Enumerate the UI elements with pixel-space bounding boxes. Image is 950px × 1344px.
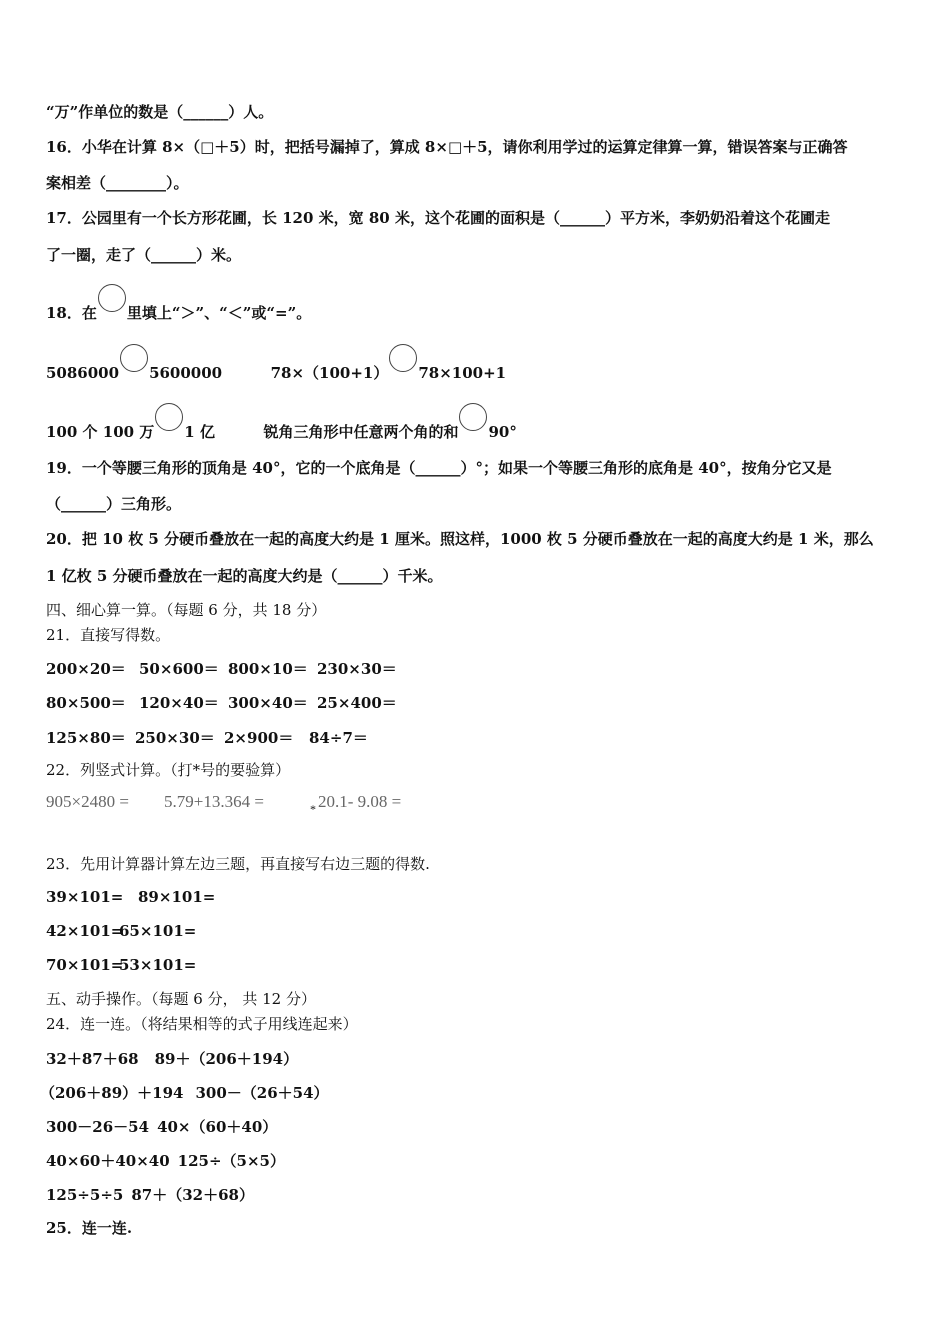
expression: 25×400＝ [317,694,397,712]
q17-line1: 17．公园里有一个长方形花圃，长 120 米，宽 80 米，这个花圃的面积是（______）平方米，李奶奶沿着这个花圃走 [46,209,830,227]
q18-instruction [46,284,311,323]
q24-row [46,1048,298,1069]
q25-title: 25．连一连. [46,1219,133,1237]
expression: 125×80＝ [46,729,126,747]
match-left-expression[interactable]: 125÷5÷5 [46,1186,124,1204]
expression: 2×900＝ [224,729,294,747]
q18-row2-a-left: 100 个 100 万 [46,423,155,441]
expression: 65×101= [119,922,197,940]
compare-circle-icon [98,284,126,312]
match-left-expression[interactable]: 300－26－54 [46,1118,150,1136]
q20-line2: 1 亿枚 5 分硬币叠放在一起的高度大约是（______）千米。 [46,567,443,585]
q18-row1-b-right: 78×100+1 [418,364,507,382]
q19-line1: 19．一个等腰三角形的顶角是 40°，它的一个底角是（______）°；如果一个等腰三角形的底角是 40°，按角分它又是 [46,459,832,477]
q18-row1-a-right: 5600000 [149,364,223,382]
q17-line2: 了一圈，走了（______）米。 [46,246,242,264]
expression: 80×500＝ [46,694,126,712]
q18-row2-b-left: 锐角三角形中任意两个角的和 [263,423,459,441]
expression: 39×101= [46,888,124,906]
q23-row [46,956,196,974]
q21-row [46,727,368,748]
q24-row [46,1184,254,1205]
q23-row [46,888,215,906]
q16-line2: 案相差（________）。 [46,174,189,192]
q21-row [46,692,397,713]
q18-row1-b-left: 78×（100+1） [270,364,389,382]
match-right-expression[interactable]: 89＋（206＋194） [154,1050,299,1068]
expression: 53×101= [119,956,197,974]
verify-star-icon: * [310,802,316,816]
match-right-expression[interactable]: 300－（26＋54） [195,1084,329,1102]
q19-line2: （______）三角形。 [46,495,182,513]
expression: 50×600＝ [139,660,219,678]
vertical-calc-item: 20.1- 9.08 = [318,792,402,811]
q18-row2-b-right: 90° [488,423,517,441]
section-5-heading: 五、动手操作。（每题 6 分， 共 12 分） [46,990,316,1008]
q18-row1-a-left: 5086000 [46,364,120,382]
section-4-heading: 四、细心算一算。（每题 6 分，共 18 分） [46,601,327,619]
expression: 84÷7＝ [309,729,368,747]
match-left-expression[interactable]: 40×60＋40×40 [46,1152,170,1170]
compare-circle-input[interactable] [155,403,183,431]
q24-title: 24．连一连。（将结果相等的式子用线连起来） [46,1015,358,1033]
q18-row2 [46,403,517,442]
q24-row [46,1116,277,1137]
q23-row [46,922,196,940]
q24-row [40,1082,329,1103]
q21-row [46,658,397,679]
q18-suffix: 里填上“＞”、“＜”或“=”。 [126,304,312,322]
expression: 230×30＝ [317,660,397,678]
q24-row [46,1150,285,1171]
q18-row1 [46,344,506,383]
match-left-expression[interactable]: （206＋89）＋194 [40,1084,184,1102]
q18-prefix: 18．在 [46,304,97,322]
compare-circle-input[interactable] [120,344,148,372]
q22-items [46,792,401,819]
match-right-expression[interactable]: 40×（60＋40） [157,1118,278,1136]
q21-title: 21．直接写得数。 [46,626,171,644]
vertical-calc-item: 905×2480 = [46,792,129,811]
expression: 70×101= [46,956,124,974]
match-left-expression[interactable]: 32＋87＋68 [46,1050,139,1068]
expression: 800×10＝ [228,660,308,678]
expression: 120×40＝ [139,694,219,712]
match-right-expression[interactable]: 87＋（32＋68） [131,1186,254,1204]
compare-circle-input[interactable] [459,403,487,431]
compare-circle-input[interactable] [389,344,417,372]
q22-title: 22．列竖式计算。（打*号的要验算） [46,761,291,779]
expression: 300×40＝ [228,694,308,712]
vertical-calc-item: 5.79+13.364 = [164,792,264,811]
q23-title: 23．先用计算器计算左边三题，再直接写右边三题的得数. [46,855,430,873]
q20-line1: 20．把 10 枚 5 分硬币叠放在一起的高度大约是 1 厘米。照这样，1000 枚 5 分硬币叠放在一起的高度大约是 1 米，那么 [46,530,874,548]
expression: 42×101= [46,922,124,940]
q18-row2-a-right: 1 亿 [184,423,215,441]
q15-tail: “万”作单位的数是（______）人。 [46,103,274,121]
match-right-expression[interactable]: 125÷（5×5） [177,1152,285,1170]
q16-line1: 16．小华在计算 8×（□＋5）时，把括号漏掉了，算成 8×□＋5，请你利用学过的运算定律算一算，错误答案与正确答 [46,138,848,156]
expression: 89×101= [138,888,216,906]
expression: 250×30＝ [135,729,215,747]
expression: 200×20＝ [46,660,126,678]
